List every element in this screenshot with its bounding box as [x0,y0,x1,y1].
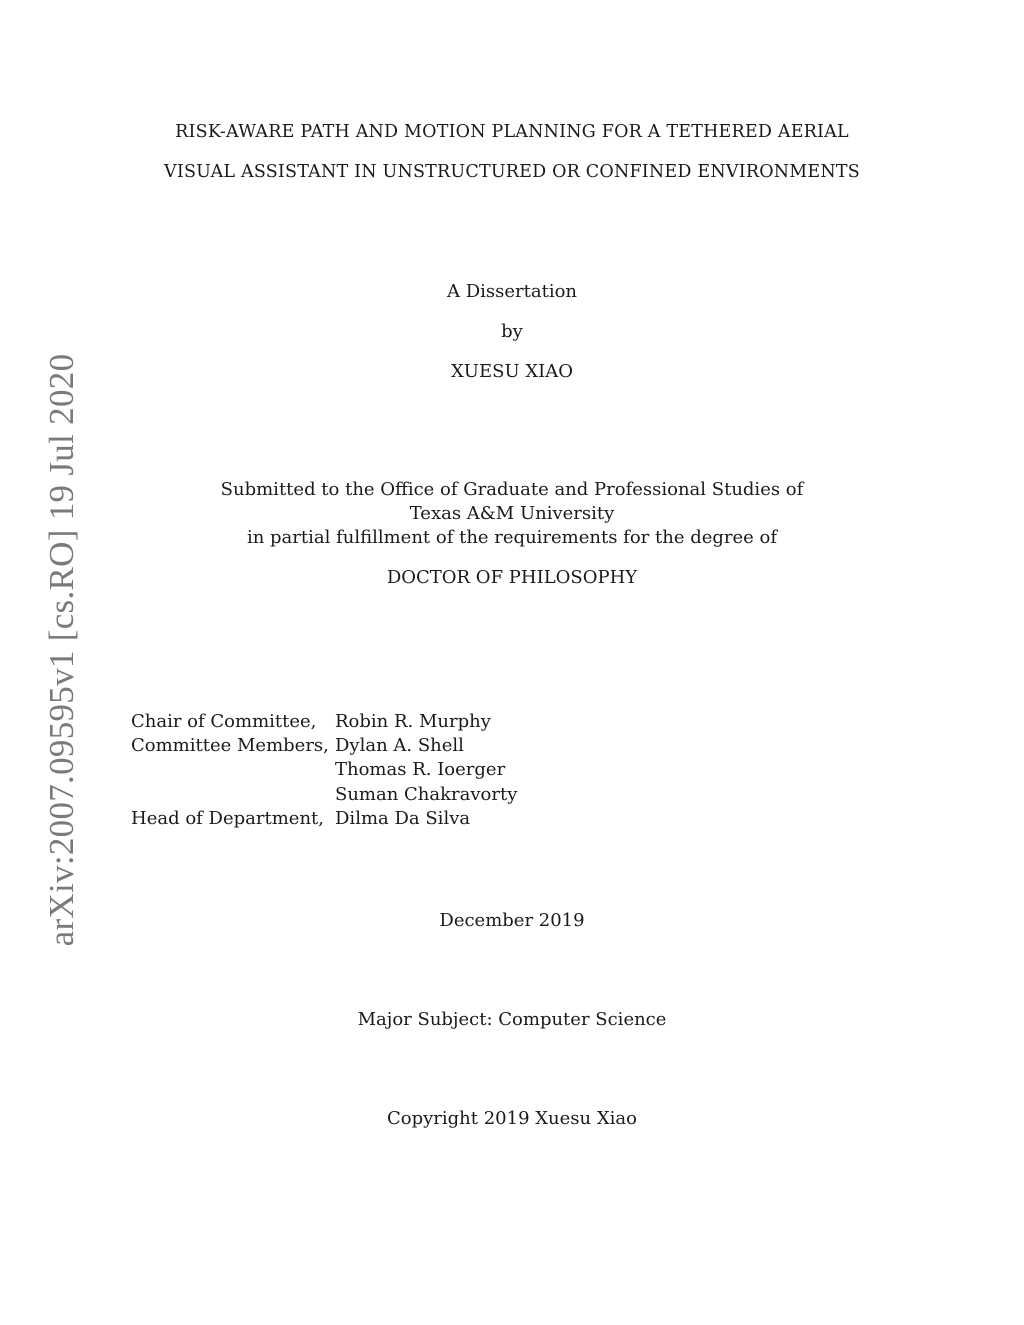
major-subject: Major Subject: Computer Science [357,1009,667,1030]
committee-list [131,710,517,831]
dissertation-label: A Dissertation [446,281,578,302]
submission-line-1: Submitted to the Office of Graduate and Professional Studies of [220,479,804,500]
committee-name: Suman Chakravorty [335,783,518,805]
submission-line-3: in partial fulfillment of the requirements for the degree of [246,527,778,548]
committee-row [131,807,517,831]
committee-name: Robin R. Murphy [335,711,491,732]
title-line-2: VISUAL ASSISTANT IN UNSTRUCTURED OR CONFINED ENVIRONMENTS [164,162,860,182]
committee-role: Head of Department, [131,807,324,829]
copyright-notice: Copyright 2019 Xuesu Xiao [386,1108,637,1129]
committee-row [131,734,517,758]
committee-name: Dilma Da Silva [335,807,471,829]
committee-role: Committee Members, [131,735,329,757]
arxiv-side-stamp: arXiv:2007.09595v1 [cs.RO] 19 Jul 2020 [42,353,81,947]
submission-line-2: Texas A&M University [409,503,615,524]
degree-title: DOCTOR OF PHILOSOPHY [386,567,638,588]
committee-row [131,710,517,734]
committee-name: Dylan A. Shell [335,735,464,757]
committee-role [131,783,335,807]
committee-name: Thomas R. Ioerger [335,759,506,781]
committee-row [131,783,517,807]
author-name: XUESU XIAO [450,361,574,382]
by-label: by [501,321,523,342]
committee-row [131,758,517,782]
committee-role: Chair of Committee, [131,711,317,732]
committee-role [131,758,335,782]
title-line-1: RISK-AWARE PATH AND MOTION PLANNING FOR A TETHERED AERIAL [175,122,849,142]
submission-date: December 2019 [439,910,585,931]
